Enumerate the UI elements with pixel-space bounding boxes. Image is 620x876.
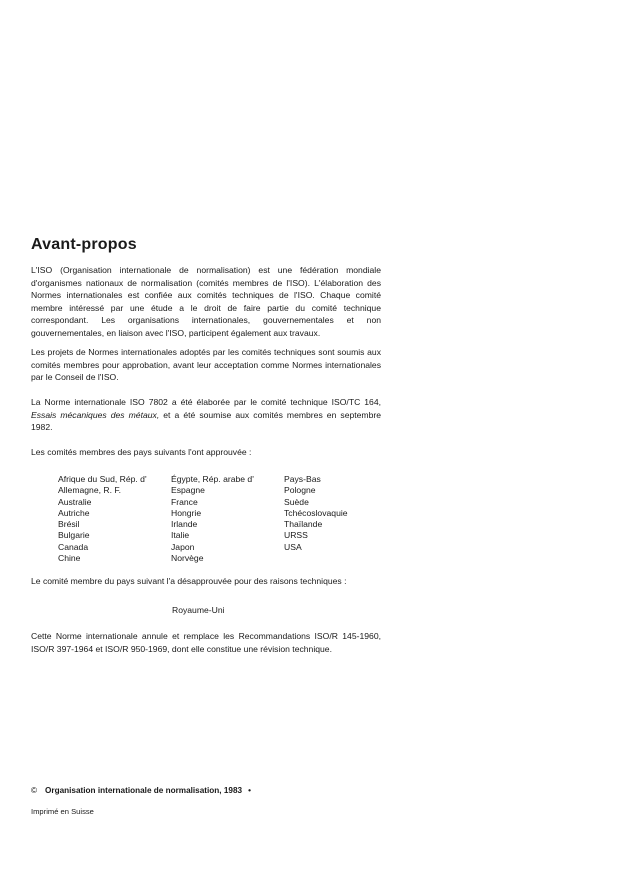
country-item: Tchécoslovaquie — [284, 507, 348, 518]
country-item: Thaïlande — [284, 519, 323, 530]
standard-prefix: La Norme internationale ISO 7802 a été élaborée par le comité technique ISO/TC 164, — [31, 397, 381, 407]
countries-column-3 — [284, 474, 404, 564]
page-title: Avant-propos — [31, 236, 137, 253]
replaces-paragraph: Cette Norme internationale annule et remplace les Recommandations ISO/R 145-1960, ISO/R 397-1964 et ISO/R 950-1969, dont elle constitue une révision technique. — [31, 631, 381, 654]
countries-column-1 — [58, 474, 171, 564]
copyright-line — [31, 786, 251, 795]
copyright-text: Organisation internationale de normalisation, 1983 — [45, 786, 243, 795]
country-item: Autriche — [58, 507, 90, 518]
approval-process-paragraph: Les projets de Normes internationales adoptés par les comités techniques sont soumis aux comités membres pour approbation, avant leur acceptation comme Normes internationales par le Conseil de l'ISO. — [31, 347, 381, 382]
country-item: Bulgarie — [58, 530, 90, 541]
countries-column-2 — [171, 474, 284, 564]
disapproved-by-paragraph: Le comité membre du pays suivant l'a désapprouvée pour des raisons techniques : — [31, 576, 347, 586]
intro-paragraph: L'ISO (Organisation internationale de normalisation) est une fédération mondiale d'organismes nationaux de normalisation (comités membres de l'ISO). L'élaboration des Normes internationales est confiée aux comités techniques de l'ISO. Chaque comité membre intéressé par une étude a le droit de faire partie du comité technique correspondant. Les organisations internationales, gouvernementales et non gouvernementales, en liaison avec l'ISO, participent également aux travaux. — [31, 265, 381, 338]
country-item: Égypte, Rép. arabe d' — [171, 474, 254, 484]
country-item: Canada — [58, 541, 89, 552]
approving-countries-list — [58, 474, 404, 564]
disapproving-country: Royaume-Uni — [172, 605, 225, 615]
country-item: Italie — [171, 530, 190, 541]
copyright-symbol: © — [31, 786, 38, 795]
country-item: Irlande — [171, 519, 198, 530]
approved-by-paragraph: Les comités membres des pays suivants l'ont approuvée : — [31, 447, 252, 457]
country-item: Brésil — [58, 519, 80, 530]
country-item: Chine — [58, 553, 81, 564]
bullet-icon: • — [248, 786, 251, 795]
country-item: Espagne — [171, 485, 205, 496]
printed-in-text: Imprimé en Suisse — [31, 807, 94, 816]
country-item: Pologne — [284, 485, 316, 496]
country-item: Norvège — [171, 553, 204, 564]
country-item: Hongrie — [171, 507, 202, 518]
country-item: Suède — [284, 496, 309, 507]
country-item: USA — [284, 541, 302, 552]
committee-title: Essais mécaniques des métaux, — [31, 409, 160, 420]
country-item: Australie — [58, 496, 92, 507]
country-item: URSS — [284, 530, 308, 541]
country-item: France — [171, 496, 198, 507]
country-item: Afrique du Sud, Rép. d' — [58, 474, 147, 484]
country-item: Japon — [171, 541, 195, 552]
country-item: Pays-Bas — [284, 474, 321, 484]
standard-origin-paragraph — [31, 396, 381, 434]
standard-suffix: et a été soumise aux comités membres en septembre 1982. — [31, 409, 381, 432]
country-item: Allemagne, R. F. — [58, 485, 122, 496]
